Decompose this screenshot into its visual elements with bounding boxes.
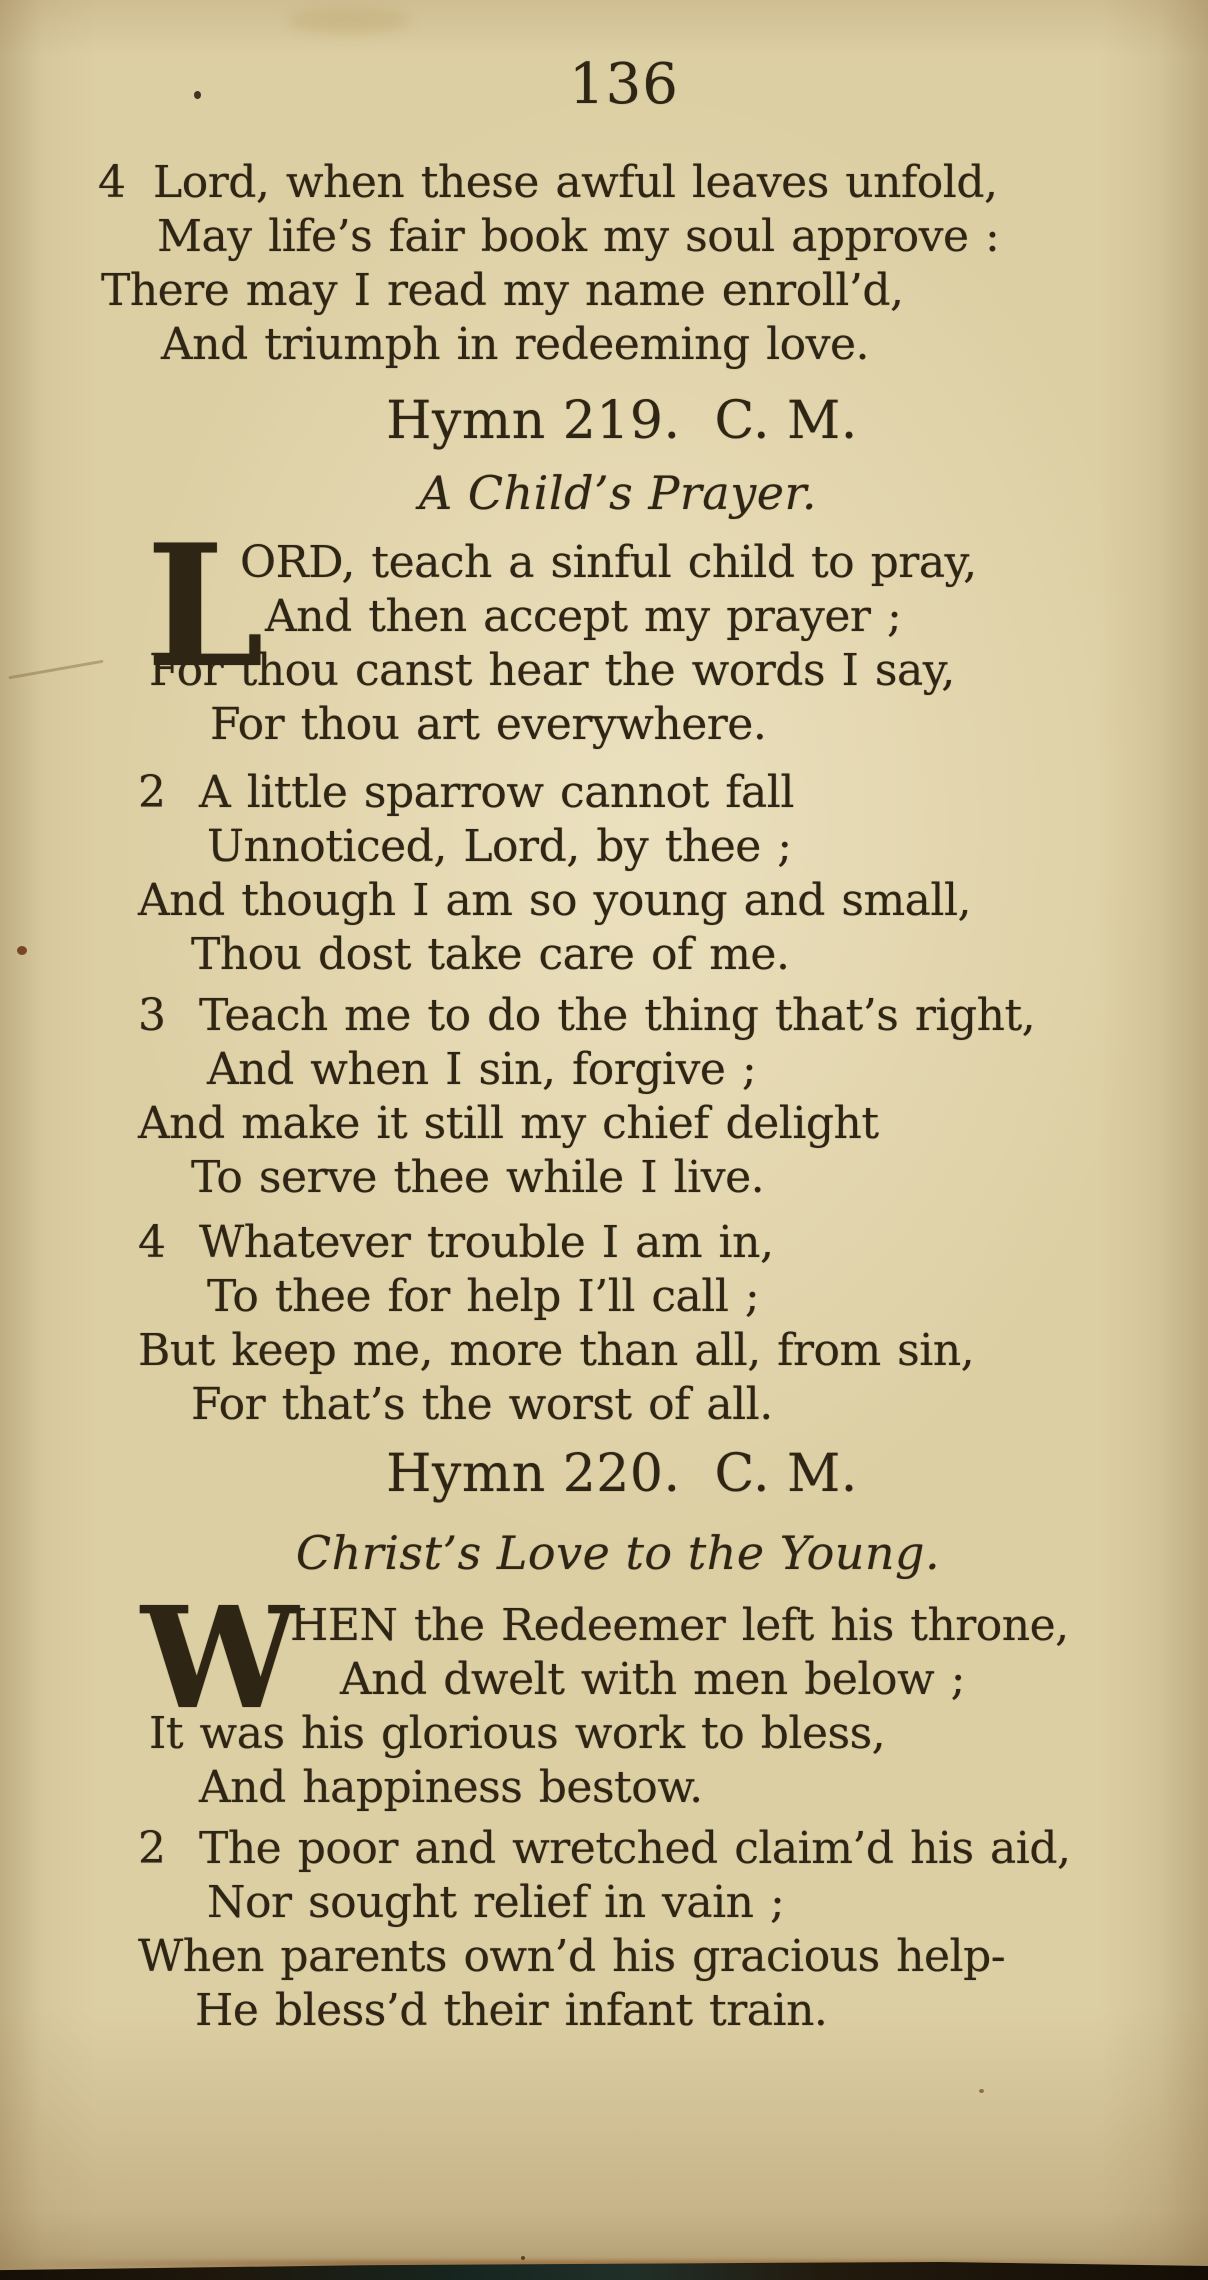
verse-line: There may I read my name enroll’d, — [101, 265, 904, 316]
verse-text: Whatever trouble I am in, — [199, 1217, 774, 1268]
verse-line: For that’s the worst of all. — [191, 1379, 773, 1430]
hymn-219-stanza-3 — [0, 989, 1208, 1205]
verse-line: ORD, teach a sinful child to pray, — [240, 537, 977, 588]
stanza-number: 2 — [138, 1823, 166, 1874]
verse-line: But keep me, more than all, from sin, — [138, 1325, 975, 1376]
hymn-219-subtitle: A Child’s Prayer. — [418, 466, 818, 520]
verse-line: Nor sought relief in vain ; — [207, 1877, 785, 1928]
verse-line — [0, 1216, 1208, 1270]
verse-line — [0, 989, 1208, 1043]
verse-line: And make it still my chief delight — [138, 1098, 879, 1149]
verse-line: And though I am so young and small, — [138, 875, 972, 926]
page-number: 136 — [569, 52, 679, 117]
verse-line — [0, 766, 1208, 820]
hymn-219-stanza-4 — [0, 1216, 1208, 1432]
stanza-number: 3 — [138, 990, 166, 1041]
verse-text: Teach me to do the thing that’s right, — [199, 990, 1036, 1041]
verse-line: It was his glorious work to bless, — [149, 1708, 886, 1759]
verse-line — [0, 156, 1208, 210]
verse-line — [0, 1822, 1208, 1876]
verse-line: Unnoticed, Lord, by thee ; — [207, 821, 792, 872]
hymn-220-heading: Hymn 220. C. M. — [386, 1444, 858, 1504]
verse-line: And triumph in redeeming love. — [161, 319, 870, 370]
verse-line: For thou canst hear the words I say, — [149, 645, 955, 696]
verse-line: When parents own’d his gracious help- — [138, 1931, 1006, 1982]
stanza-number: 4 — [98, 157, 126, 208]
verse-text: A little sparrow cannot fall — [199, 767, 794, 818]
drop-cap-letter: L — [146, 507, 265, 705]
stanza-number: 4 — [138, 1217, 166, 1268]
verse-text: Lord, when these awful leaves unfold, — [153, 157, 998, 208]
hymn-220-subtitle: Christ’s Love to the Young. — [295, 1526, 941, 1580]
hymn-220-stanza-2 — [0, 1822, 1208, 2038]
stanza-number: 2 — [138, 767, 166, 818]
hymn-220-stanza-1 — [0, 1577, 1208, 1815]
carryover-stanza — [0, 156, 1208, 372]
verse-line: And when I sin, forgive ; — [207, 1044, 757, 1095]
verse-line: Thou dost take care of me. — [191, 929, 790, 980]
drop-cap-letter: W — [141, 1577, 299, 1741]
hymn-219-heading: Hymn 219. C. M. — [386, 391, 858, 451]
hymn-219-stanza-2 — [0, 766, 1208, 982]
verse-line: And happiness bestow. — [199, 1762, 703, 1813]
verse-text: The poor and wretched claim’d his aid, — [199, 1823, 1071, 1874]
hymn-219-stanza-1 — [0, 507, 1208, 752]
verse-line: To thee for help I’ll call ; — [207, 1271, 760, 1322]
verse-line: For thou art everywhere. — [210, 699, 767, 750]
verse-line: To serve thee while I live. — [191, 1152, 765, 1203]
verse-line: He bless’d their infant train. — [195, 1985, 828, 2036]
verse-line: May life’s fair book my soul approve : — [157, 211, 1000, 262]
verse-line: And dwelt with men below ; — [340, 1654, 965, 1705]
paper-speck — [979, 2089, 984, 2093]
verse-line: And then accept my prayer ; — [265, 591, 902, 642]
verse-line: HEN the Redeemer left his throne, — [290, 1600, 1069, 1651]
